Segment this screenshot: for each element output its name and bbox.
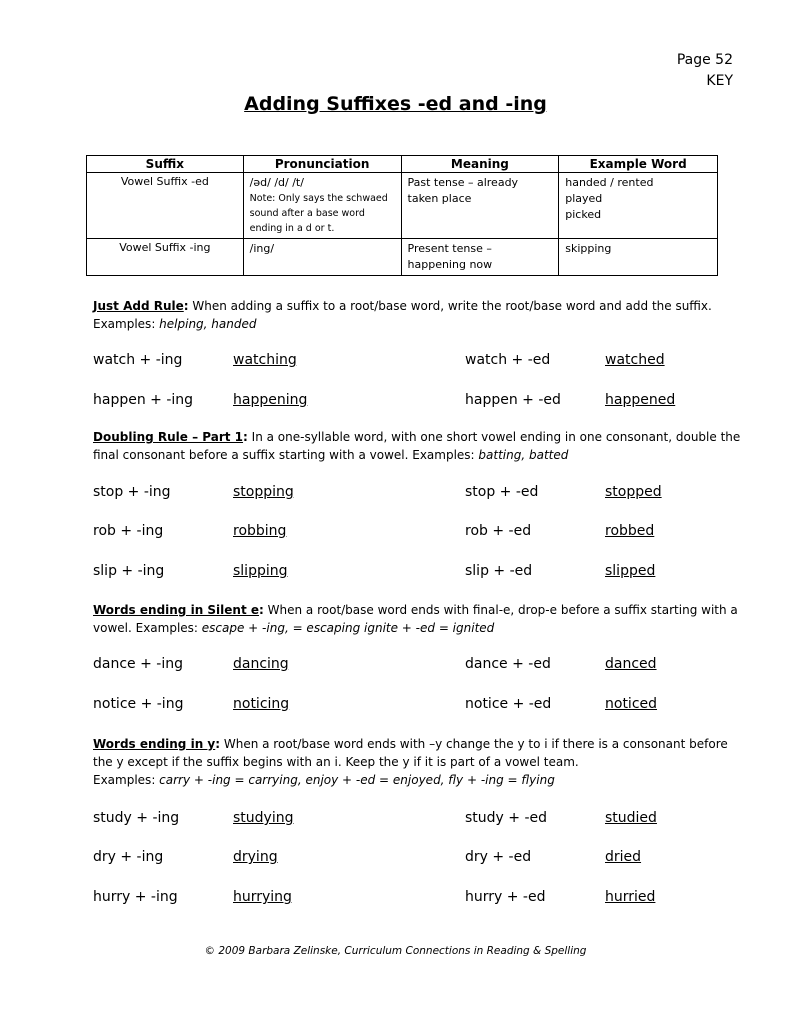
rule-examples: escape + -ing, = escaping ignite + -ed = ignited	[201, 621, 495, 635]
base-ing: rob + -ing	[93, 523, 164, 539]
answer-ing: noticing	[233, 696, 290, 712]
base-ed: slip + -ed	[465, 563, 533, 579]
rule-name: Just Add Rule	[93, 299, 184, 313]
table-header: Meaning	[401, 156, 559, 173]
meaning-cell	[401, 239, 559, 276]
examples-label: Examples:	[93, 773, 160, 787]
table-header-row	[87, 156, 718, 173]
word-row	[0, 563, 791, 583]
examples-label: Examples:	[412, 448, 479, 462]
table-row	[87, 173, 718, 239]
answer-ed: watched	[605, 352, 665, 368]
page-title: Adding Suffixes -ed and -ing	[244, 93, 547, 115]
word-row	[0, 849, 791, 869]
answer-ed: happened	[605, 392, 676, 408]
meaning-text: Past tense – already taken place	[407, 176, 519, 205]
answer-ed: stopped	[605, 484, 662, 500]
key-label: KEY	[706, 73, 733, 89]
table-header: Pronunciation	[243, 156, 401, 173]
rule-silent-e: Words ending in Silent e: When a root/base word ends with final-e, drop-e before a suffix starting with a vowel. Examples: escape + -ing, = escaping ignite + -ed = ignited	[93, 603, 738, 635]
pronunciation-text: /əd/ /d/ /t/	[249, 176, 304, 189]
word-row	[0, 352, 791, 372]
word-row	[0, 810, 791, 830]
suffix-cell: Vowel Suffix -ing	[87, 239, 244, 276]
answer-ed: studied	[605, 810, 657, 826]
base-ing: stop + -ing	[93, 484, 171, 500]
suffix-table	[86, 155, 718, 276]
base-ed: dance + -ed	[465, 656, 551, 672]
examples-label: Examples:	[135, 621, 202, 635]
page-label: Page 52	[676, 52, 733, 68]
word-row	[0, 392, 791, 412]
answer-ed: slipped	[605, 563, 656, 579]
answer-ed: dried	[605, 849, 642, 865]
example-word: skipping	[565, 242, 612, 255]
base-ed: rob + -ed	[465, 523, 532, 539]
rule-ending-y: Words ending in y: When a root/base word ends with –y change the y to i if there is a consonant before the y except if the suffix begins with an i. Keep the y if it is part of a vowel team. Examples: carry + -ing = carrying, enjoy + -ed = enjoyed, fly + -ing = flying	[93, 737, 728, 787]
base-ed: stop + -ed	[465, 484, 539, 500]
answer-ing: robbing	[233, 523, 287, 539]
base-ed: notice + -ed	[465, 696, 552, 712]
answer-ed: hurried	[605, 889, 656, 905]
answer-ing: stopping	[233, 484, 294, 500]
answer-ed: danced	[605, 656, 657, 672]
pronunciation-cell	[243, 239, 401, 276]
answer-ing: drying	[233, 849, 278, 865]
word-row	[0, 523, 791, 543]
answer-ing: slipping	[233, 563, 288, 579]
rule-name: Doubling Rule – Part 1	[93, 430, 244, 444]
answer-ing: dancing	[233, 656, 289, 672]
word-row	[0, 696, 791, 716]
answer-ing: happening	[233, 392, 308, 408]
base-ed: dry + -ed	[465, 849, 532, 865]
copyright-footer: © 2009 Barbara Zelinske, Curriculum Connections in Reading & Spelling	[204, 945, 587, 957]
base-ing: watch + -ing	[93, 352, 183, 368]
answer-ing: hurrying	[233, 889, 292, 905]
answer-ing: studying	[233, 810, 294, 826]
table-row	[87, 239, 718, 276]
base-ed: watch + -ed	[465, 352, 551, 368]
rule-examples: carry + -ing = carrying, enjoy + -ed = enjoyed, fly + -ing = flying	[159, 773, 555, 787]
meaning-text: Present tense – happening now	[407, 242, 493, 271]
answer-ed: robbed	[605, 523, 655, 539]
rule-examples: batting, batted	[478, 448, 569, 462]
rule-name: Words ending in Silent e	[93, 603, 260, 617]
pronunciation-cell	[243, 173, 401, 239]
example-word: played	[565, 192, 603, 205]
example-word: handed / rented	[565, 176, 654, 189]
base-ed: study + -ed	[465, 810, 548, 826]
rule-just-add: Just Add Rule: When adding a suffix to a root/base word, write the root/base word and add the suffix. Examples: helping, handed	[93, 299, 712, 331]
rule-text: When adding a suffix to a root/base word, write the root/base word and add the suffix.	[188, 299, 712, 313]
meaning-cell	[401, 173, 559, 239]
pronunciation-note: Note: Only says the schwaed sound after a base word ending in a d or t.	[249, 193, 388, 234]
rule-examples: helping, handed	[159, 317, 257, 331]
rule-text: When a root/base word ends with –y change the y to i if there is a consonant before the y except if the suffix begins with an i. Keep the y if it is part of a vowel team.	[93, 737, 728, 769]
base-ing: dry + -ing	[93, 849, 164, 865]
table-header: Example Word	[559, 156, 718, 173]
suffix-cell: Vowel Suffix -ed	[87, 173, 244, 239]
rule-doubling: Doubling Rule – Part 1: In a one-syllable word, with one short vowel ending in one consonant, double the final consonant before a suffix starting with a vowel. Examples: batting, batted	[93, 430, 741, 462]
table-header: Suffix	[87, 156, 244, 173]
base-ing: slip + -ing	[93, 563, 165, 579]
example-word: picked	[565, 208, 602, 221]
example-cell	[559, 239, 718, 276]
word-row	[0, 484, 791, 504]
page-number	[677, 50, 733, 92]
base-ed: happen + -ed	[465, 392, 561, 408]
rule-text: In a one-syllable word, with one short vowel ending in one consonant, double the final consonant before a suffix starting with a vowel.	[93, 430, 741, 462]
base-ing: dance + -ing	[93, 656, 183, 672]
answer-ing: watching	[233, 352, 297, 368]
rule-text: When a root/base word ends with final-e, drop-e before a suffix starting with a vowel.	[93, 603, 738, 635]
examples-label: Examples:	[93, 317, 160, 331]
word-row	[0, 656, 791, 676]
base-ed: hurry + -ed	[465, 889, 546, 905]
example-cell	[559, 173, 718, 239]
word-row	[0, 889, 791, 909]
pronunciation-text: /ing/	[249, 242, 275, 255]
rule-name: Words ending in y	[93, 737, 216, 751]
base-ing: hurry + -ing	[93, 889, 178, 905]
answer-ed: noticed	[605, 696, 658, 712]
base-ing: happen + -ing	[93, 392, 194, 408]
base-ing: notice + -ing	[93, 696, 184, 712]
base-ing: study + -ing	[93, 810, 180, 826]
